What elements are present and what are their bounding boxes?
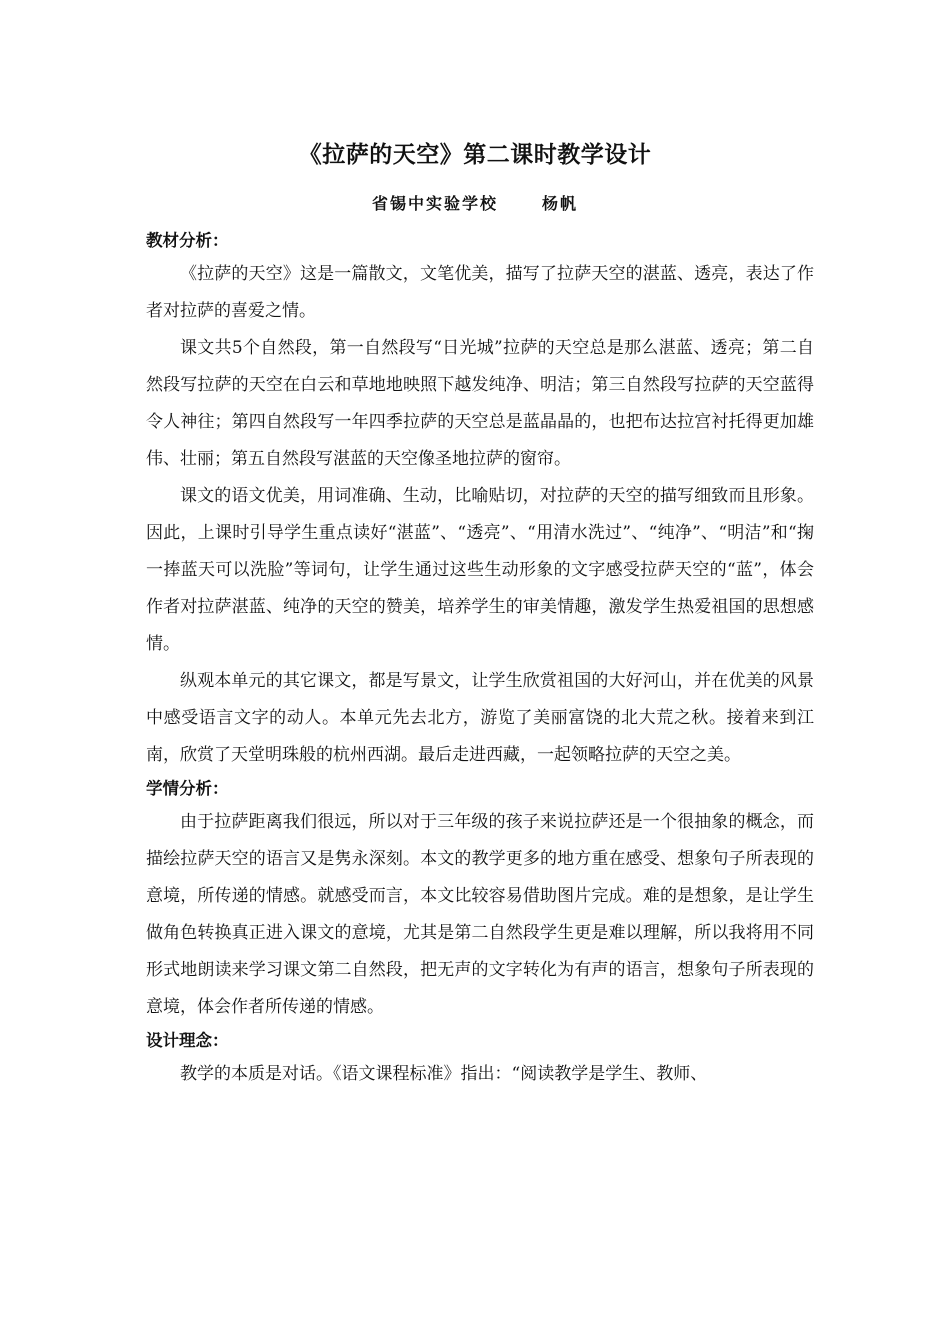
document-title: 《拉萨的天空》第二课时教学设计 — [298, 142, 652, 168]
author-name: 杨帆 — [542, 194, 579, 213]
paragraph: 课文共5个自然段，第一自然段写“日光城”拉萨的天空总是那么湛蓝、透亮；第二自然段写拉萨的天空在白云和草地地映照下越发纯净、明洁；第三自然段写拉萨的天空蓝得令人神往；第四自然段写一年四季拉萨的天空总是蓝晶晶的，也把布达拉宫衬托得更加雄伟、壮丽；第五自然段写湛蓝的天空像圣地拉萨的窗帘。 — [146, 338, 814, 469]
section-heading-textbook-analysis: 教材分析： — [146, 231, 229, 250]
section-heading-student-analysis: 学情分析： — [146, 779, 229, 798]
paragraph: 《拉萨的天空》这是一篇散文，文笔优美，描写了拉萨天空的湛蓝、透亮，表达了作者对拉萨的喜爱之情。 — [146, 264, 814, 321]
document-body — [146, 226, 814, 1093]
school-name: 省锡中实验学校 — [371, 194, 498, 213]
byline — [0, 191, 950, 214]
paragraph: 教学的本质是对话。《语文课程标准》指出：“阅读教学是学生、教师、 — [180, 1064, 708, 1084]
section-heading-design-concept: 设计理念： — [146, 1031, 229, 1050]
paragraph: 纵观本单元的其它课文，都是写景文，让学生欣赏祖国的大好河山，并在优美的风景中感受语言文字的动人。本单元先去北方，游览了美丽富饶的北大荒之秋。接着来到江南，欣赏了天堂明珠般的杭州西湖。最后走进西藏，一起领略拉萨的天空之美。 — [146, 671, 814, 765]
paragraph: 由于拉萨距离我们很远，所以对于三年级的孩子来说拉萨还是一个很抽象的概念，而描绘拉萨天空的语言又是隽永深刻。本文的教学更多的地方重在感受、想象句子所表现的意境，所传递的情感。就感受而言，本文比较容易借助图片完成。难的是想象，是让学生做角色转换真正进入课文的意境，尤其是第二自然段学生更是难以理解，所以我将用不同形式地朗读来学习课文第二自然段，把无声的文字转化为有声的语言，想象句子所表现的意境，体会作者所传递的情感。 — [146, 812, 814, 1017]
paragraph: 课文的语文优美，用词准确、生动，比喻贴切，对拉萨的天空的描写细致而且形象。因此，上课时引导学生重点读好“湛蓝”、“透亮”、“用清水洗过”、“纯净”、“明洁”和“掬一捧蓝天可以洗脸”等词句，让学生通过这些生动形象的文字感受拉萨天空的“蓝”，体会作者对拉萨湛蓝、纯净的天空的赞美，培养学生的审美情趣，激发学生热爱祖国的思想感情。 — [146, 486, 814, 654]
